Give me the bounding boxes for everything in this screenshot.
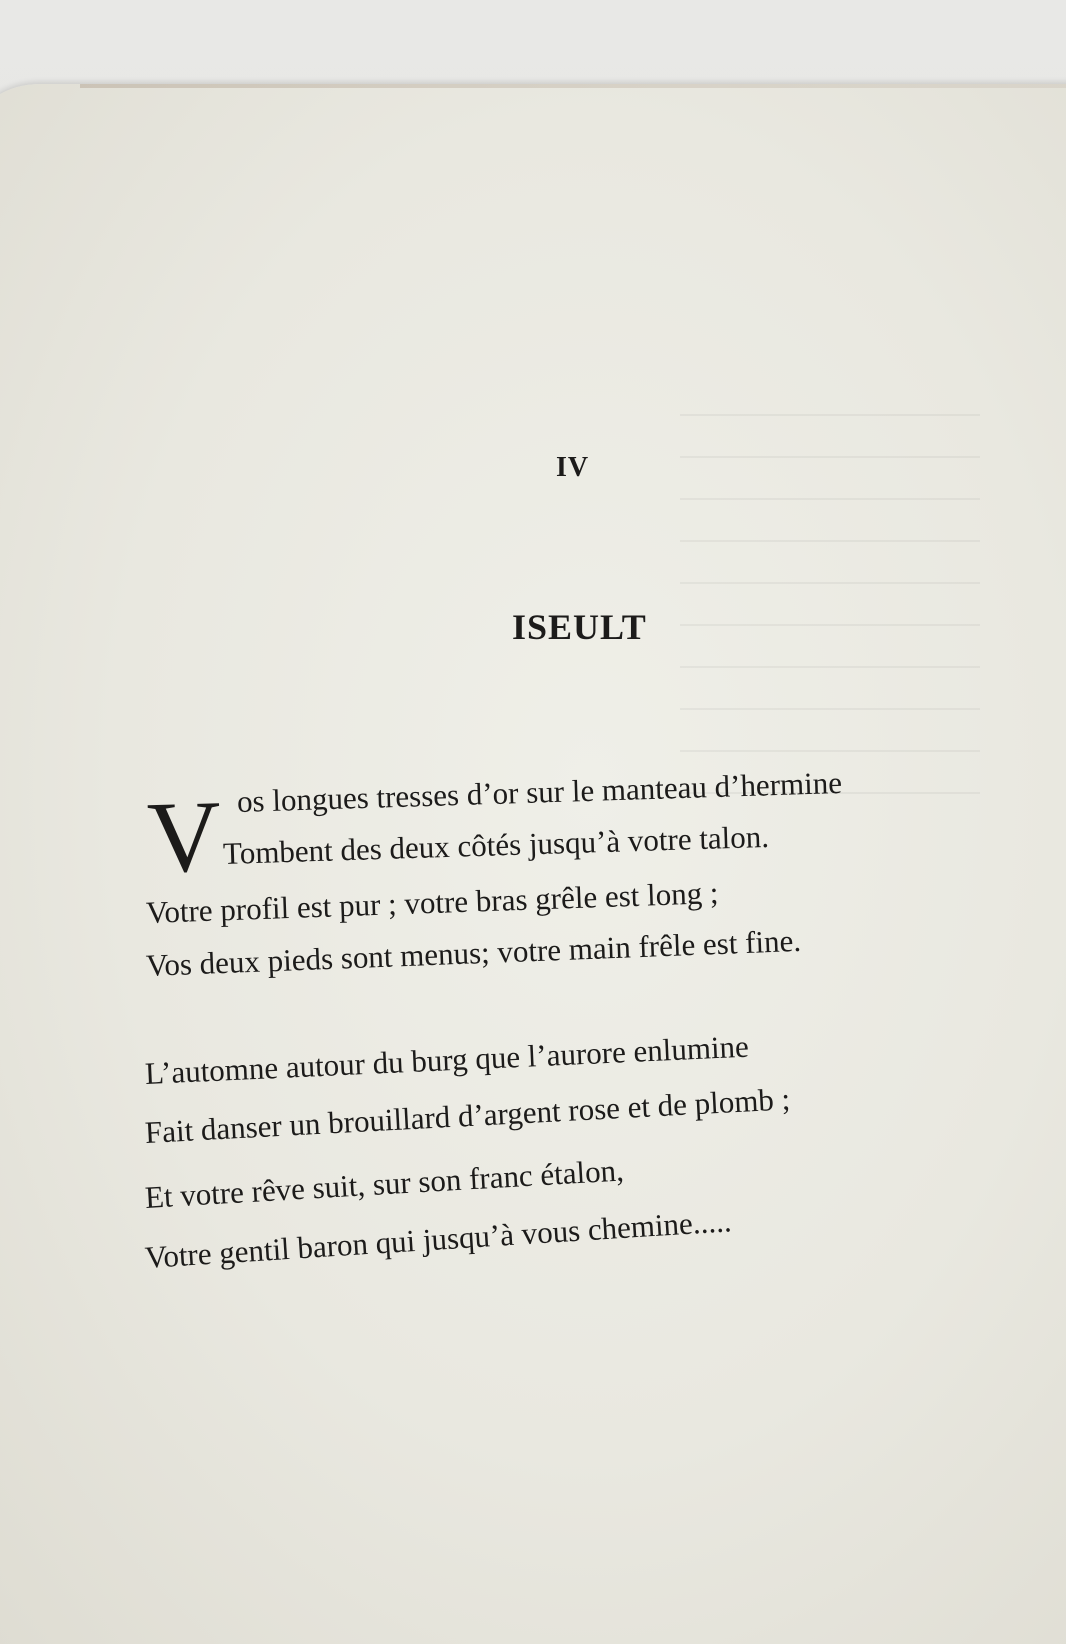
verse-line: L’automne autour du burg que l’aurore enlumine (144, 1028, 750, 1091)
verse-line: os longues tresses d’or sur le manteau d’hermine (236, 764, 843, 819)
verse-line: Votre profil est pur ; votre bras grêle est long ; (145, 875, 720, 930)
poem-title: ISEULT (512, 607, 647, 647)
verse-line: Vos deux pieds sont menus; votre main frêle est fine. (145, 922, 802, 983)
verse-line: Fait danser un brouillard d’argent rose et de plomb ; (144, 1081, 791, 1150)
verse-line: Tombent des deux côtés jusqu’à votre talon. (222, 818, 770, 871)
poem-numeral: IV (556, 452, 590, 483)
verse-line: Et votre rêve suit, sur son franc étalon, (143, 1152, 625, 1215)
drop-cap: V (145, 779, 223, 895)
verse-line: Votre gentil baron qui jusqu’à vous chemine..... (143, 1203, 733, 1275)
